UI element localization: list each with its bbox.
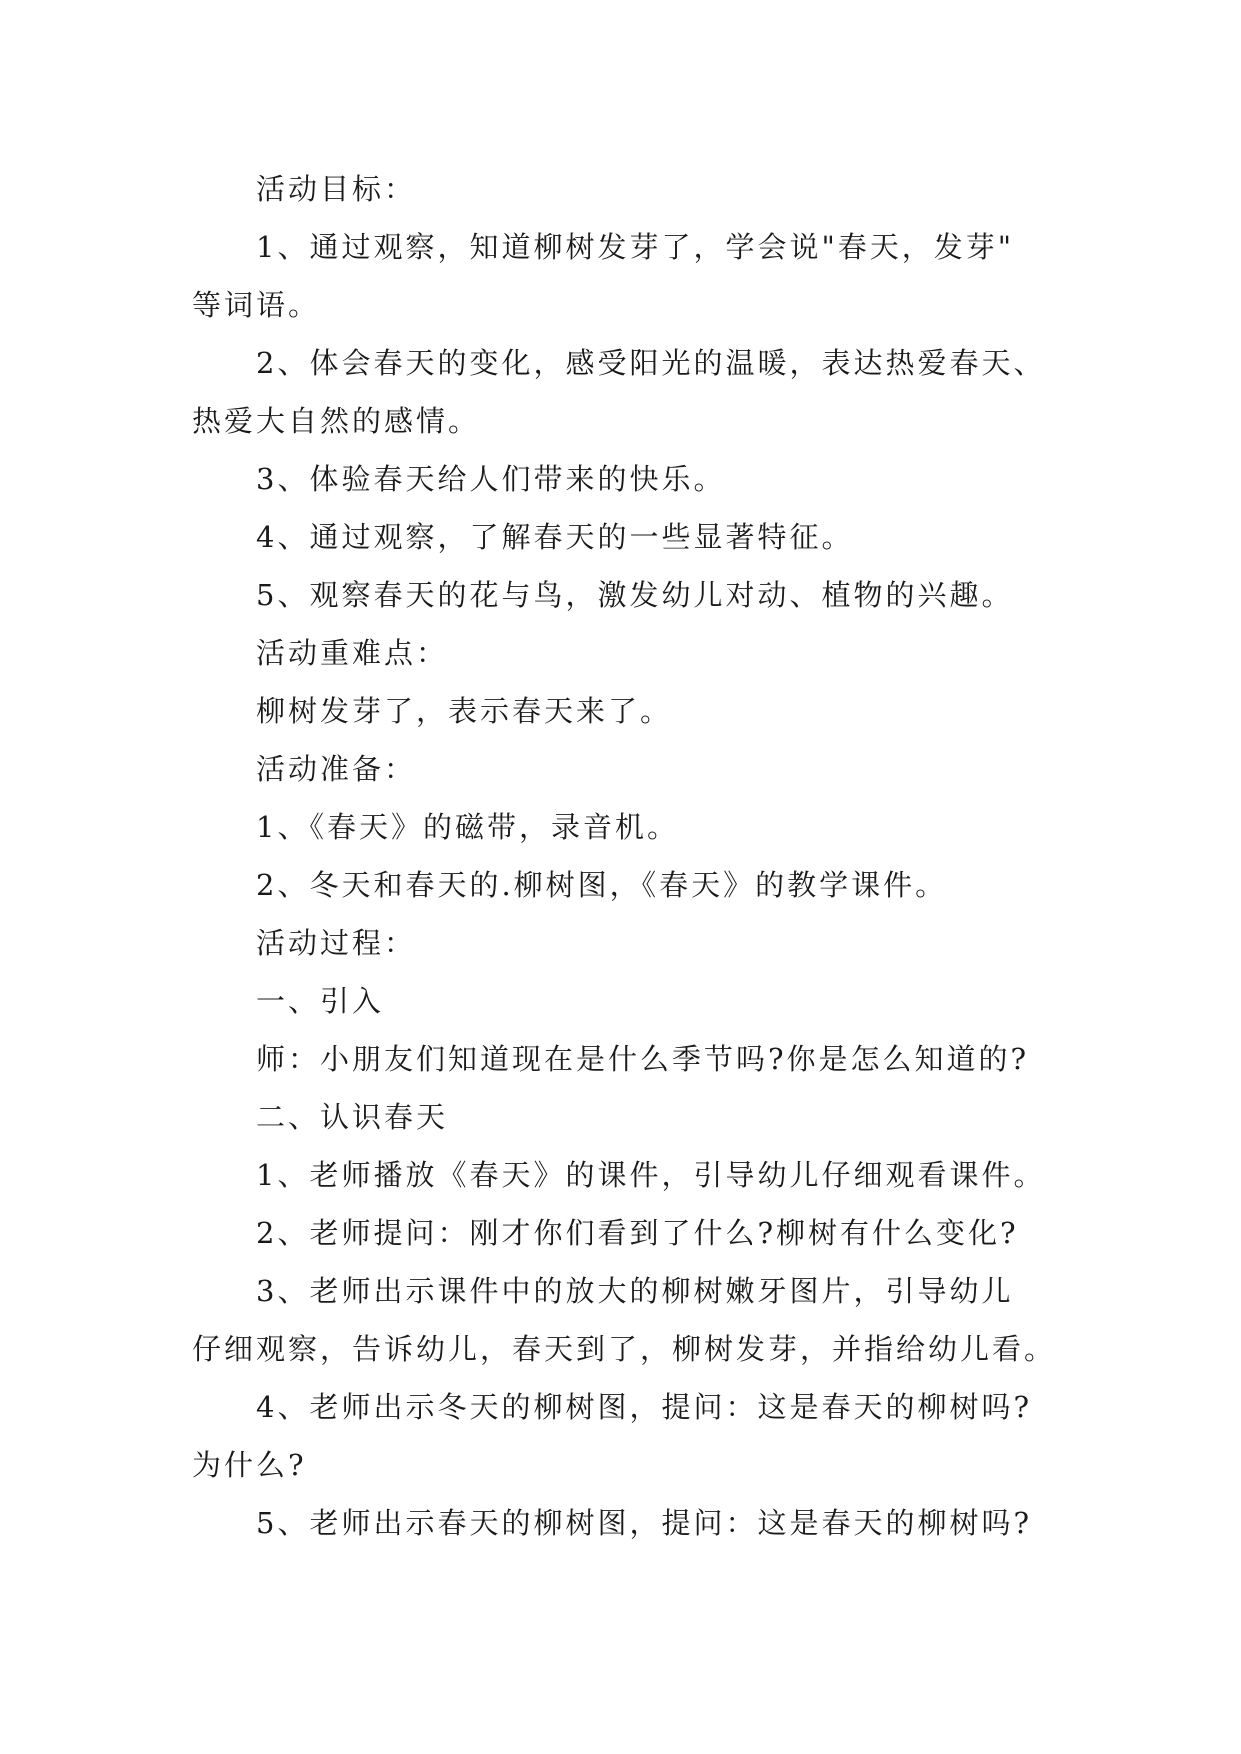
text-line: 仔细观察，告诉幼儿，春天到了，柳树发芽，并指给幼儿看。: [192, 1332, 1057, 1366]
text-line: 活动重难点：: [256, 636, 449, 670]
text-line: 活动过程：: [256, 926, 417, 960]
text-line: 4、老师出示冬天的柳树图，提问：这是春天的柳树吗?: [256, 1390, 1032, 1424]
text-line: 3、老师出示课件中的放大的柳树嫩牙图片，引导幼儿: [256, 1274, 1014, 1308]
text-line: 等词语。: [192, 288, 321, 322]
text-line: 3、体验春天给人们带来的快乐。: [256, 462, 726, 496]
text-line: 活动准备：: [256, 752, 417, 786]
text-line: 1、老师播放《春天》的课件，引导幼儿仔细观看课件。: [256, 1158, 1046, 1192]
text-line: 5、观察春天的花与鸟，激发幼儿对动、植物的兴趣。: [256, 578, 1014, 612]
text-line: 2、体会春天的变化，感受阳光的温暖，表达热爱春天、: [256, 346, 1046, 380]
text-line: 2、老师提问：刚才你们看到了什么?柳树有什么变化?: [256, 1216, 1019, 1250]
text-line: 为什么?: [192, 1448, 307, 1482]
text-line: 一、引入: [256, 984, 385, 1018]
text-line: 4、通过观察，了解春天的一些显著特征。: [256, 520, 854, 554]
text-line: 1、通过观察，知道柳树发芽了，学会说"春天，发芽": [256, 230, 1015, 264]
text-line: 2、冬天和春天的.柳树图，《春天》的教学课件。: [256, 868, 948, 902]
text-line: 二、认识春天: [256, 1100, 449, 1134]
text-line: 1、《春天》的磁带，录音机。: [256, 810, 679, 844]
text-line: 活动目标：: [256, 172, 417, 206]
text-line: 5、老师出示春天的柳树图，提问：这是春天的柳树吗?: [256, 1506, 1032, 1540]
document-body: [192, 160, 1072, 1552]
text-line: 柳树发芽了，表示春天来了。: [256, 694, 673, 728]
text-line: 热爱大自然的感情。: [192, 404, 481, 438]
text-line: 师：小朋友们知道现在是什么季节吗?你是怎么知道的?: [256, 1042, 1030, 1076]
